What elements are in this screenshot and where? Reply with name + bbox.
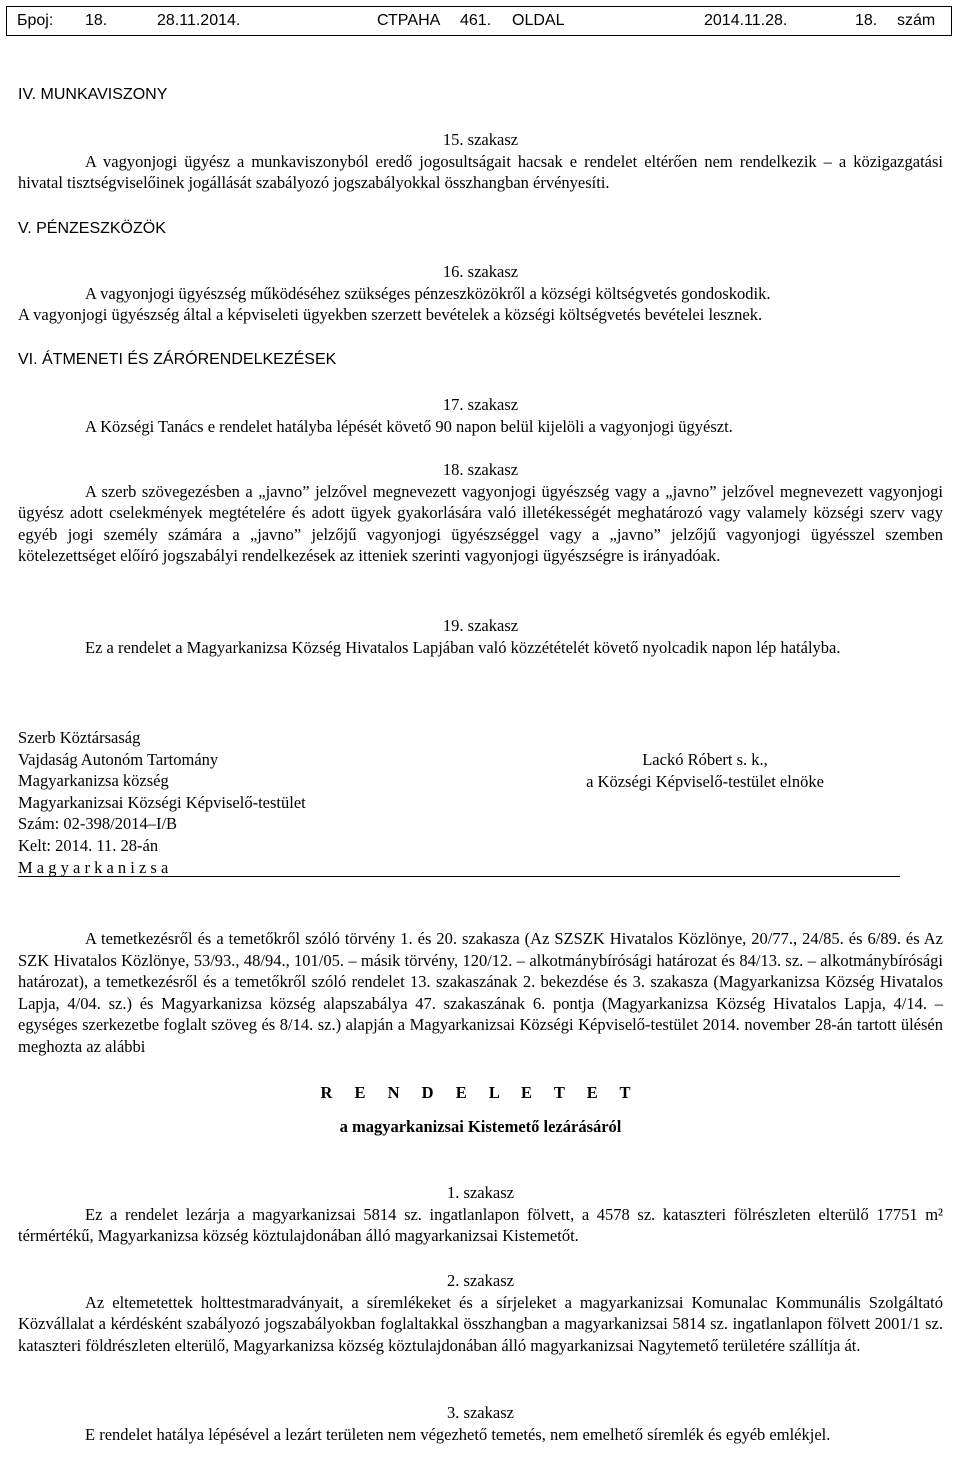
issuer-line: Magyarkanizsa község (18, 771, 169, 791)
issuer-line: Kelt: 2014. 11. 28-án (18, 835, 159, 855)
header-broj-label: Број: (17, 12, 54, 29)
section-18-number: 18. szakasz (442, 460, 519, 479)
header-issue-number-2: 18. (855, 12, 878, 29)
section-17-number: 17. szakasz (442, 395, 519, 414)
section-1-text: Ez a rendelet lezárja a magyarkanizsai 5814 sz. ingatlanlapon fölvett, a 4578 sz. kataszteri fölrészleten elterülő 17751 m² térmértékű, Magyarkanizsa község köztulajdonában álló magyarkanizsai Kistemetőt. (18, 1204, 943, 1246)
header-oldal-label: OLDAL (512, 12, 565, 29)
section-3-text: E rendelet hatálya lépésével a lezárt területen nem végezhető temetés, nem emelhető síremlék és egyéb emlékjel. (85, 1424, 831, 1444)
signature-issuer-block (18, 727, 418, 878)
issuer-line: Vajdaság Autonóm Tartomány (18, 749, 219, 769)
section-18-text: A szerb szövegezésben a „javno” jelzővel megnevezett vagyonjogi ügyészség vagy a „javno” jelzővel megnevezett vagyonjogi ügyész adott cselekmények megtételére és adott ügyek gyakorlására való illetékességét meghatározó vagy valamely községi szerv vagy egyéb jogi személy számára a „javno” jelzőjű vagyonjogi ügyészséggel vagy a „javno” jelzőjű vagyonjogi ügyésszel szemben kötelezettséget előíró jogszabályi rendelkezések az itteniek szerinti vagyonjogi ügyészségre is irányadóak. (18, 481, 943, 566)
header-date-cyrillic: 28.11.2014. (157, 12, 241, 29)
header-strana-label: СТРАНА (377, 12, 441, 29)
section-1-number: 1. szakasz (447, 1183, 514, 1202)
signer-name: Lackó Róbert s. k., (642, 750, 768, 769)
issuer-line: Szerb Köztársaság (18, 728, 141, 747)
header-issue-number: 18. (85, 12, 108, 29)
section-15-text: A vagyonjogi ügyész a munkaviszonyból eredő jogosultságait hacsak e rendelet eltérően nem rendelkezik – a közigazgatási hivatal tisztségviselőinek jogállását szabályozó jogszabályokkal összhangban érvényesíti. (18, 151, 943, 193)
signature-signer-block (555, 749, 855, 792)
separator-line (18, 876, 900, 877)
section-2-text: Az eltemetettek holttestmaradványait, a síremlékeket és a sírjeleket a magyarkanizsai Komunalac Kommunális Szolgáltató Közvállalat a kérdésként szabályozó jogszabályokban foglaltakkal összhangban a magyarkanizsai 5814 sz. ingatlanlapon fölvett 2001/1 sz. kataszteri földrészleten elterülő, Magyarkanizsa község köztulajdonában álló magyarkanizsai Nagytemető területére szállítja át. (18, 1292, 943, 1355)
section-2-number: 2. szakasz (447, 1271, 514, 1290)
section-17-text: A Községi Tanács e rendelet hatályba lépését követő 90 napon belül kijelöli a vagyonjogi ügyészt. (85, 416, 733, 436)
rendelet-subtitle: a magyarkanizsai Kistemető lezárásáról (339, 1117, 622, 1136)
section-16-line-1: A vagyonjogi ügyészség működéséhez szükséges pénzeszközökről a községi költségvetés gondoskodik. (85, 283, 771, 303)
section-16-line-2: A vagyonjogi ügyészség által a képviseleti ügyekben szerzett bevételek a községi költségvetés bevételei lesznek. (18, 305, 763, 325)
issuer-line: Magyarkanizsai Községi Képviselő-testület (18, 792, 306, 812)
preamble-text: A temetkezésről és a temetőkről szóló törvény 1. és 20. szakasza (Az SZSZK Hivatalos Közlönye, 20/77., 24/85. és 6/89. és Az SZK Hivatalos Közlönye, 53/93., 48/94., 101/05. – másik törvény, 120/12. – alkotmánybírósági határozat és 84/13. sz. – alkotmánybírósági határozat), a temetkezésről és a temetőkről szóló rendelet 13. szakaszának 2. bekezdése és 3. szakasza (Magyarkanizsa Község Hivatalos Lapja, 4/04. sz.) és Magyarkanizsa község alapszabálya 47. szakaszának 6. pontja (Magyarkanizsa Község Hivatalos Lapja, 4/14. – egységes szerkezetbe foglalt szöveg és 8/14. sz.) alapján a Magyarkanizsai Községi Képviselő-testület 2014. november 28-án tartott ülésén meghozta az alábbi (18, 929, 943, 1056)
section-19-number: 19. szakasz (442, 616, 519, 635)
section-3-number: 3. szakasz (447, 1403, 514, 1422)
header-page-number: 461. (460, 12, 492, 29)
rendelet-title: R E N D E L E T E T (320, 1083, 640, 1102)
issuer-line: M a g y a r k a n i z s a (18, 857, 169, 877)
section-16-number: 16. szakasz (442, 262, 519, 281)
section-15-number: 15. szakasz (442, 130, 519, 149)
issuer-line: Szám: 02-398/2014–I/B (18, 814, 178, 834)
signer-title: a Községi Képviselő-testület elnöke (586, 771, 824, 791)
section-vi-heading: VI. ÁTMENETI ÉS ZÁRÓRENDELKEZÉSEK (18, 351, 337, 368)
section-v-heading: V. PÉNZESZKÖZÖK (18, 220, 166, 237)
page-header (6, 6, 952, 36)
header-szam-label: szám (897, 12, 936, 29)
section-iv-heading: IV. MUNKAVISZONY (18, 86, 168, 103)
section-19-text: Ez a rendelet a Magyarkanizsa Község Hivatalos Lapjában való közzétételét követő nyolcadik napon lép hatályba. (85, 637, 841, 657)
header-date-latin: 2014.11.28. (704, 12, 788, 29)
